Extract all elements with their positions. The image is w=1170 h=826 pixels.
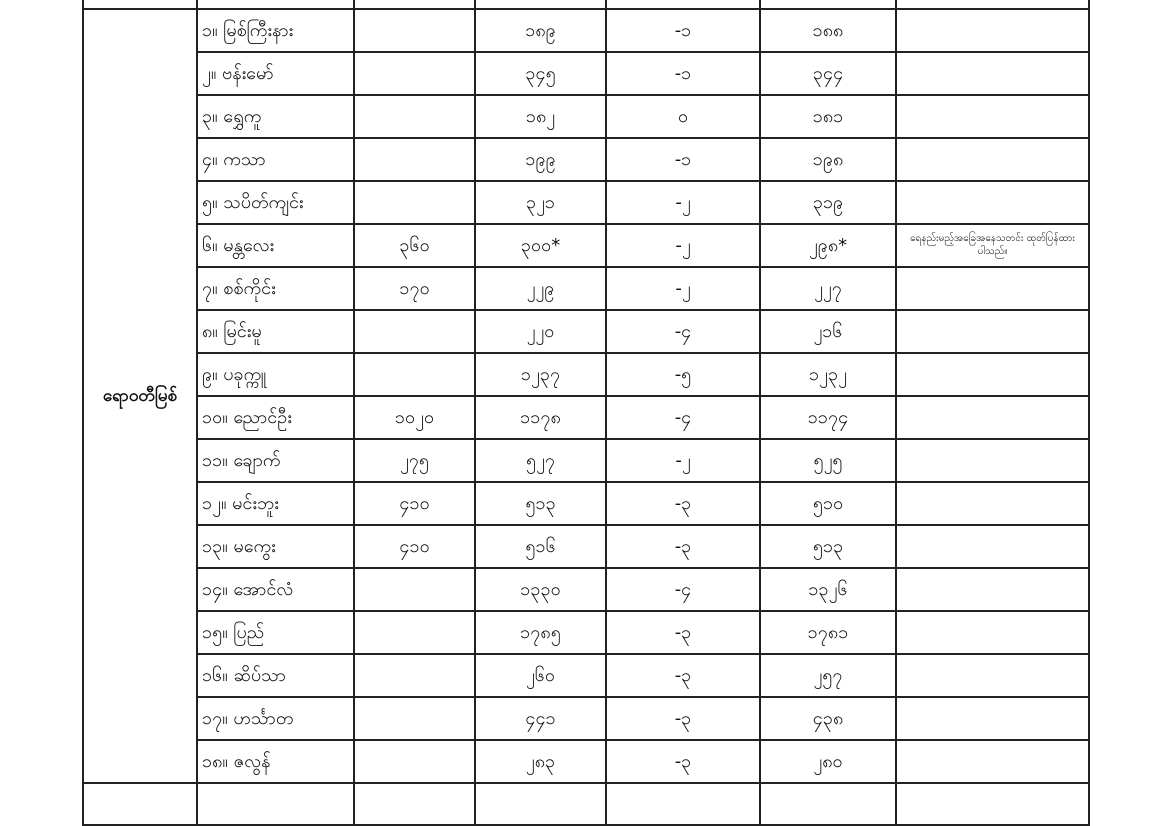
table-row: [83, 267, 1089, 310]
change-cell: -၁: [606, 52, 760, 95]
change-cell: -၂: [606, 267, 760, 310]
danger-level-cell: [354, 611, 475, 654]
previous-level-cell: ၃၀၀*: [475, 224, 606, 267]
table-row: [83, 9, 1089, 52]
danger-level-cell: [354, 654, 475, 697]
remark-cell: ရေနည်းမည့်အခြေအနေသတင်း ထုတ်ပြန်ထားပါသည်။: [896, 224, 1089, 267]
previous-level-cell: ၂၈၃: [475, 740, 606, 783]
remark-cell: [896, 138, 1089, 181]
previous-level-cell: ၃၄၅: [475, 52, 606, 95]
table-row: [83, 310, 1089, 353]
danger-level-cell: ၁၀၂၀: [354, 396, 475, 439]
remark-cell: [896, 310, 1089, 353]
previous-level-cell: ၂၆၀: [475, 654, 606, 697]
change-cell: -၂: [606, 439, 760, 482]
current-level-cell: ၃၁၉: [760, 181, 896, 224]
current-level-cell: ၁၃၂၆: [760, 568, 896, 611]
danger-level-cell: [354, 52, 475, 95]
danger-level-cell: ၄၁၀: [354, 525, 475, 568]
current-level-cell: ၁၇၈၁: [760, 611, 896, 654]
remark-cell: [896, 654, 1089, 697]
station-name-cell: ၈။ မြင်းမူ: [197, 310, 354, 353]
change-cell: -၃: [606, 654, 760, 697]
table-row: [83, 52, 1089, 95]
remark-cell: [896, 482, 1089, 525]
current-level-cell: ၁၈၁: [760, 95, 896, 138]
station-name-cell: ၁၁။ ချောက်: [197, 439, 354, 482]
current-level-cell: ၂၁၆: [760, 310, 896, 353]
change-cell: -၁: [606, 9, 760, 52]
current-level-cell: ၁၂၃၂: [760, 353, 896, 396]
previous-level-cell: ၁၂၃၇: [475, 353, 606, 396]
table-row: [83, 568, 1089, 611]
previous-level-cell: ၅၂၇: [475, 439, 606, 482]
remark-cell: [896, 52, 1089, 95]
danger-level-cell: ၂၇၅: [354, 439, 475, 482]
table-row: [83, 353, 1089, 396]
change-cell: -၃: [606, 611, 760, 654]
previous-level-cell: ၄၄၁: [475, 697, 606, 740]
change-cell: ၀: [606, 95, 760, 138]
table-row: [83, 611, 1089, 654]
change-cell: -၁: [606, 138, 760, 181]
table-row-cut-bottom: [83, 783, 1089, 825]
station-name-cell: ၁၈။ ဇလွန်: [197, 740, 354, 783]
remark-cell: [896, 181, 1089, 224]
table-row: [83, 224, 1089, 267]
remark-cell: [896, 396, 1089, 439]
previous-level-cell: ၂၂၀: [475, 310, 606, 353]
table-row: [83, 181, 1089, 224]
previous-level-cell: ၁၇၈၅: [475, 611, 606, 654]
current-level-cell: ၂၂၇: [760, 267, 896, 310]
change-cell: -၃: [606, 697, 760, 740]
danger-level-cell: [354, 568, 475, 611]
remark-cell: [896, 568, 1089, 611]
station-name-cell: ၁၃။ မကွေး: [197, 525, 354, 568]
table-row: [83, 525, 1089, 568]
change-cell: -၃: [606, 482, 760, 525]
station-name-cell: ၁၆။ ဆိပ်သာ: [197, 654, 354, 697]
station-name-cell: ၁။ မြစ်ကြီးနား: [197, 9, 354, 52]
station-river-cell: ရောဝတီမြစ်: [83, 9, 197, 783]
previous-level-cell: ၃၂၁: [475, 181, 606, 224]
danger-level-cell: [354, 9, 475, 52]
current-level-cell: ၂၈၀: [760, 740, 896, 783]
remark-cell: [896, 525, 1089, 568]
previous-level-cell: ၁၉၉: [475, 138, 606, 181]
table-row: [83, 654, 1089, 697]
table-row: [83, 439, 1089, 482]
danger-level-cell: [354, 697, 475, 740]
change-cell: -၅: [606, 353, 760, 396]
current-level-cell: ၅၂၅: [760, 439, 896, 482]
station-name-cell: ၁၀။ ညောင်ဦး: [197, 396, 354, 439]
previous-level-cell: ၅၁၆: [475, 525, 606, 568]
change-cell: -၂: [606, 181, 760, 224]
change-cell: -၃: [606, 525, 760, 568]
station-name-cell: ၃။ ရွှေကူ: [197, 95, 354, 138]
danger-level-cell: ၃၆၀: [354, 224, 475, 267]
danger-level-cell: [354, 310, 475, 353]
change-cell: -၄: [606, 568, 760, 611]
remark-cell: [896, 267, 1089, 310]
table-row-cut-top: [83, 0, 1089, 9]
station-name-cell: ၁၅။ ပြည်: [197, 611, 354, 654]
current-level-cell: ၅၁၃: [760, 525, 896, 568]
danger-level-cell: [354, 138, 475, 181]
station-name-cell: ၄။ ကသာ: [197, 138, 354, 181]
current-level-cell: ၃၄၄: [760, 52, 896, 95]
previous-level-cell: ၂၂၉: [475, 267, 606, 310]
station-name-cell: ၇။ စစ်ကိုင်း: [197, 267, 354, 310]
remark-cell: [896, 697, 1089, 740]
danger-level-cell: [354, 353, 475, 396]
water-level-table: [82, 0, 1090, 826]
previous-level-cell: ၁၁၇၈: [475, 396, 606, 439]
danger-level-cell: [354, 181, 475, 224]
current-level-cell: ၁၉၈: [760, 138, 896, 181]
change-cell: -၂: [606, 224, 760, 267]
previous-level-cell: ၁၈၂: [475, 95, 606, 138]
current-level-cell: ၅၁၀: [760, 482, 896, 525]
previous-level-cell: ၁၈၉: [475, 9, 606, 52]
current-level-cell: ၄၃၈: [760, 697, 896, 740]
danger-level-cell: ၁၇၀: [354, 267, 475, 310]
danger-level-cell: [354, 95, 475, 138]
table-row: [83, 697, 1089, 740]
change-cell: -၄: [606, 310, 760, 353]
change-cell: -၄: [606, 396, 760, 439]
station-name-cell: ၂။ ဗန်းမော်: [197, 52, 354, 95]
table-row: [83, 482, 1089, 525]
station-name-cell: ၉။ ပခုက္ကူ: [197, 353, 354, 396]
danger-level-cell: [354, 740, 475, 783]
current-level-cell: ၁၈၈: [760, 9, 896, 52]
remark-cell: [896, 353, 1089, 396]
station-name-cell: ၆။ မန္တလေး: [197, 224, 354, 267]
table-row: [83, 396, 1089, 439]
previous-level-cell: ၅၁၃: [475, 482, 606, 525]
change-cell: -၃: [606, 740, 760, 783]
station-name-cell: ၅။ သပိတ်ကျင်း: [197, 181, 354, 224]
table-row: [83, 95, 1089, 138]
remark-cell: [896, 439, 1089, 482]
remark-cell: [896, 611, 1089, 654]
table-row: [83, 740, 1089, 783]
remark-cell: [896, 9, 1089, 52]
table-row: [83, 138, 1089, 181]
previous-level-cell: ၁၃၃၀: [475, 568, 606, 611]
current-level-cell: ၂၉၈*: [760, 224, 896, 267]
station-name-cell: ၁၇။ ဟင်္သာတ: [197, 697, 354, 740]
current-level-cell: ၁၁၇၄: [760, 396, 896, 439]
station-name-cell: ၁၂။ မင်းဘူး: [197, 482, 354, 525]
remark-cell: [896, 740, 1089, 783]
station-name-cell: ၁၄။ အောင်လံ: [197, 568, 354, 611]
current-level-cell: ၂၅၇: [760, 654, 896, 697]
danger-level-cell: ၄၁၀: [354, 482, 475, 525]
remark-cell: [896, 95, 1089, 138]
